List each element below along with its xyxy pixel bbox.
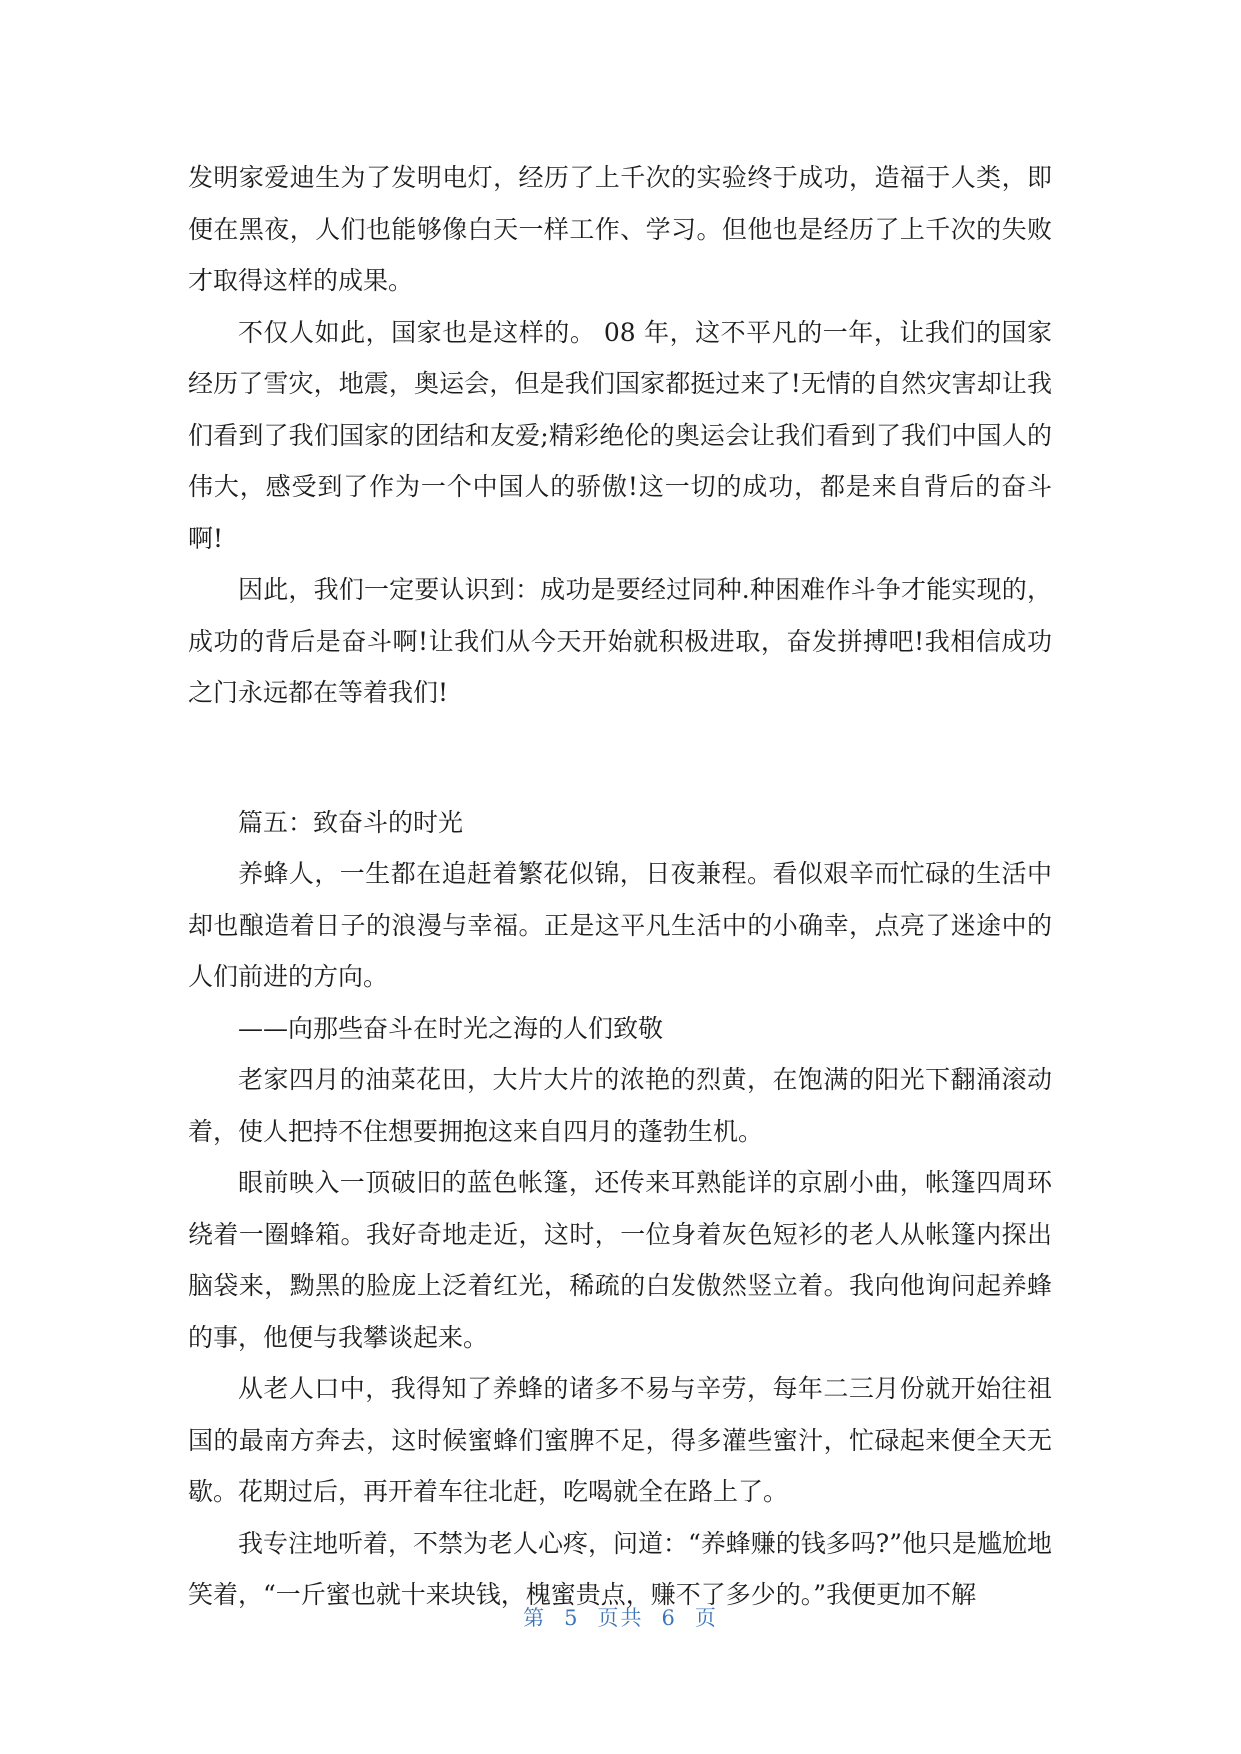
section-spacer — [188, 719, 1052, 797]
paragraph: 不仅人如此，国家也是这样的。 08 年，这不平凡的一年，让我们的国家经历了雪灾，地震，奥运会，但是我们国家都挺过来了!无情的自然灾害却让我们看到了我们国家的团结和友爱;精彩绝伦的奥运会让我们看到了我们中国人的伟大，感受到了作为一个中国人的骄傲!这一切的成功，都是来自背后的奋斗啊! — [188, 317, 1052, 553]
footer-suffix: 页 — [694, 1606, 718, 1630]
paragraph: 老家四月的油菜花田，大片大片的浓艳的烈黄，在饱满的阳光下翻涌滚动着，使人把持不住想要拥抱这来自四月的蓬勃生机。 — [188, 1065, 1052, 1146]
paragraph: 因此，我们一定要认识到：成功是要经过同种.种困难作斗争才能实现的，成功的背后是奋斗啊!让我们从今天开始就积极进取，奋发拼搏吧!我相信成功之门永远都在等着我们! — [188, 575, 1052, 707]
paragraph: 眼前映入一顶破旧的蓝色帐篷，还传来耳熟能详的京剧小曲，帐篷四周环绕着一圈蜂箱。我好奇地走近，这时，一位身着灰色短衫的老人从帐篷内探出脑袋来，黝黑的脸庞上泛着红光，稀疏的白发傲然竖立着。我向他询问起养蜂的事，他便与我攀谈起来。 — [188, 1168, 1052, 1352]
page-number-footer — [0, 1602, 1241, 1632]
dedication-line: ——向那些奋斗在时光之海的人们致敬 — [238, 1013, 664, 1043]
footer-prefix: 第 — [523, 1606, 547, 1630]
footer-middle: 页共 — [597, 1606, 644, 1630]
document-body — [188, 152, 1052, 1621]
paragraph: 发明家爱迪生为了发明电灯，经历了上千次的实验终于成功，造福于人类，即便在黑夜，人们也能够像白天一样工作、学习。但他也是经历了上千次的失败才取得这样的成果。 — [188, 163, 1052, 295]
current-page-number: 5 — [564, 1606, 580, 1630]
section-title: 篇五：致奋斗的时光 — [238, 807, 464, 837]
paragraph: 从老人口中，我得知了养蜂的诸多不易与辛劳，每年二三月份就开始往祖国的最南方奔去，这时候蜜蜂们蜜脾不足，得多灌些蜜汁，忙碌起来便全天无歇。花期过后，再开着车往北赶，吃喝就全在路上了。 — [188, 1374, 1052, 1506]
paragraph: 我专注地听着，不禁为老人心疼，问道：“养蜂赚的钱多吗?”他只是尴尬地笑着，“一斤蜜也就十来块钱，槐蜜贵点，赚不了多少的。”我便更加不解 — [188, 1528, 1052, 1609]
paragraph: 养蜂人，一生都在追赶着繁花似锦，日夜兼程。看似艰辛而忙碌的生活中却也酿造着日子的浪漫与幸福。正是这平凡生活中的小确幸，点亮了迷途中的人们前进的方向。 — [188, 859, 1052, 991]
total-page-number: 6 — [661, 1606, 677, 1630]
